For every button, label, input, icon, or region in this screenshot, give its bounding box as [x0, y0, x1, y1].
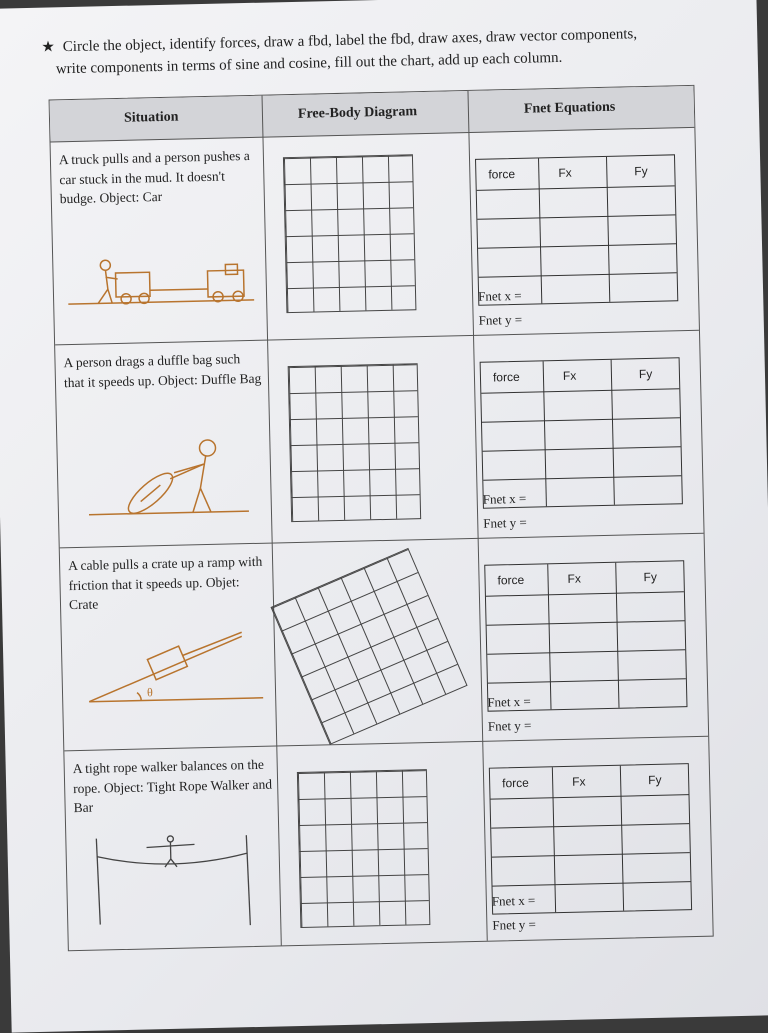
star-icon: ★: [41, 39, 55, 55]
fy-col-header: Fy: [639, 367, 653, 381]
table-row: [60, 534, 708, 752]
situation-text: A tight rope walker balances on the rope. Object: Tight Rope Walker and Bar: [73, 755, 274, 818]
table-row: [51, 128, 699, 346]
fx-col-header: Fx: [567, 572, 581, 586]
situation-text: A truck pulls and a person pushes a car stuck in the mud. It doesn't budge. Object: Car: [59, 146, 260, 209]
truck-car-sketch: [67, 248, 258, 312]
fnet-x: Fnet x =: [483, 491, 527, 508]
fx-col-header: Fx: [572, 774, 586, 788]
instructions: [41, 22, 742, 81]
instruction-line-2: write components in terms of sine and cosine, fill out the chart, add up each column.: [42, 44, 742, 82]
fbd-grid[interactable]: [270, 548, 467, 745]
theta-label: θ: [147, 685, 153, 699]
duffle-bag-sketch: [87, 429, 259, 523]
instruction-line-1: Circle the object, identify forces, draw a fbd, label the fbd, draw axes, draw vector components,: [63, 26, 638, 55]
fnet-x: Fnet x =: [487, 694, 531, 711]
fbd-grid[interactable]: [283, 154, 417, 313]
fbd-grid[interactable]: [297, 769, 431, 928]
force-table[interactable]: [480, 357, 683, 508]
fbd-grid[interactable]: [288, 363, 422, 522]
fy-col-header: Fy: [643, 570, 657, 584]
situation-text: A person drags a duffle bag such that it speeds up. Object: Duffle Bag: [63, 349, 264, 393]
fnet-y: Fnet y =: [483, 515, 527, 532]
table-row: [64, 737, 712, 952]
fx-col-header: Fx: [558, 166, 572, 180]
fnet-x: Fnet x =: [492, 893, 536, 910]
fnet-y: Fnet y =: [488, 718, 532, 735]
table-row: [55, 331, 703, 549]
fx-col-header: Fx: [563, 369, 577, 383]
force-table[interactable]: [484, 560, 687, 711]
tightrope-walker-sketch: [90, 831, 272, 935]
situation-text: A cable pulls a crate up a ramp with friction that it speeds up. Objet: Crate: [68, 552, 269, 615]
force-col-header: force: [497, 573, 524, 588]
fnet-y: Fnet y =: [479, 312, 523, 329]
force-col-header: force: [488, 167, 515, 182]
header-fbd: Free-Body Diagram: [298, 104, 417, 123]
fnet-y: Fnet y =: [492, 917, 536, 934]
force-col-header: force: [493, 370, 520, 385]
crate-ramp-sketch: [82, 628, 274, 712]
fy-col-header: Fy: [634, 164, 648, 178]
worksheet-table: [49, 85, 714, 951]
force-col-header: force: [502, 776, 529, 791]
force-table[interactable]: [475, 154, 678, 305]
header-situation: Situation: [124, 110, 179, 127]
fy-col-header: Fy: [648, 773, 662, 787]
force-table[interactable]: [489, 763, 692, 914]
fnet-x: Fnet x =: [478, 288, 522, 305]
header-equations: Fnet Equations: [524, 100, 616, 118]
